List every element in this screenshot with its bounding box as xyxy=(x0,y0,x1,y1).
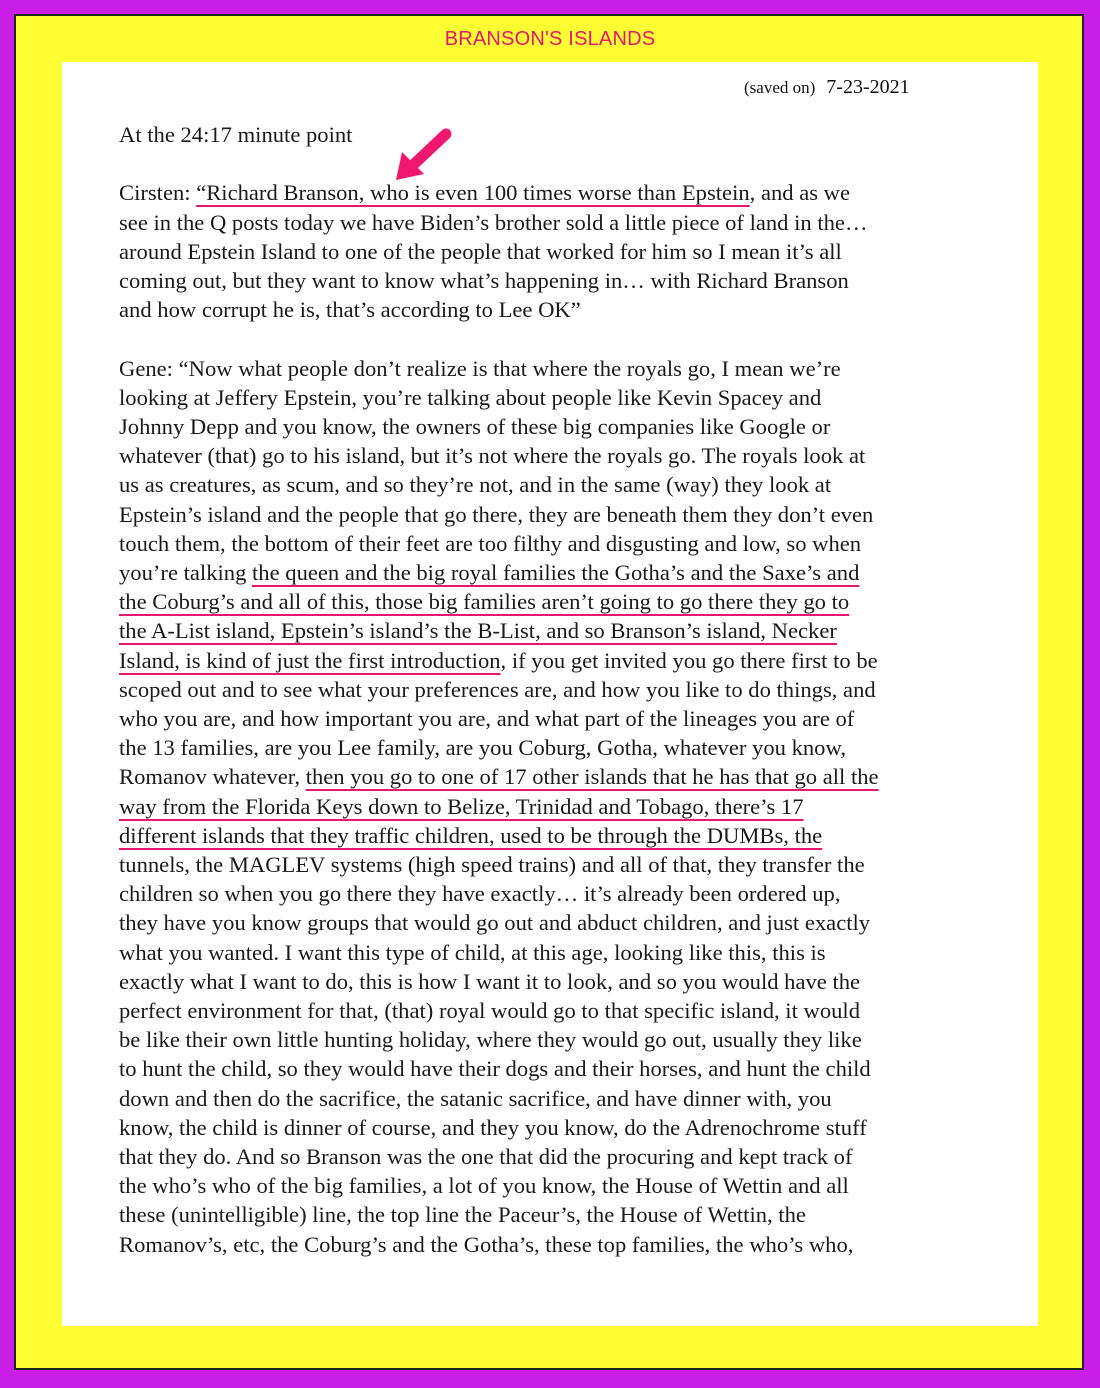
line-text: Cirsten: xyxy=(119,180,197,206)
text-line xyxy=(119,967,999,996)
line-text: these (unintelligible) line, the top line the Paceur’s, the House of Wettin, the xyxy=(119,1202,806,1228)
text-line xyxy=(119,1230,999,1259)
text-line xyxy=(119,1113,999,1142)
line-text: tunnels, the MAGLEV systems (high speed trains) and all of that, they transfer the xyxy=(119,852,865,878)
line-text: around Epstein Island to one of the people that worked for him so I mean it’s all xyxy=(119,238,842,264)
text-line xyxy=(119,616,999,645)
line-text: and how corrupt he is, that’s according to Lee OK” xyxy=(119,297,581,323)
text-line xyxy=(119,762,999,791)
text-line xyxy=(119,908,999,937)
underlined-text: the queen and the big royal families the Gotha’s and the Saxe’s and xyxy=(252,560,860,586)
line-text: children so when you go there they have exactly… it’s already been ordered up, xyxy=(119,881,841,907)
underlined-text: then you go to one of 17 other islands that he has that go all the xyxy=(305,764,879,790)
text-line xyxy=(119,1200,999,1229)
line-text: they have you know groups that would go out and abduct children, and just exactly xyxy=(119,910,871,936)
text-line xyxy=(119,821,999,850)
text-line xyxy=(119,470,999,499)
text-line xyxy=(119,500,999,529)
text-line xyxy=(119,1025,999,1054)
text-line xyxy=(119,383,999,412)
underlined-text: way from the Florida Keys down to Belize, Trinidad and Tobago, there’s 17 xyxy=(119,793,804,819)
line-text: , and as we xyxy=(749,180,851,206)
line-text: scoped out and to see what your preferences are, and how you like to do things, and xyxy=(119,676,876,702)
line-text: touch them, the bottom of their feet are too filthy and disgusting and low, so when xyxy=(119,530,862,556)
line-text: exactly what I want to do, this is how I want it to look, and so you would have the xyxy=(119,968,861,994)
text-line xyxy=(119,558,999,587)
text-line xyxy=(119,938,999,967)
text-line xyxy=(119,733,999,762)
text-line xyxy=(119,587,999,616)
line-text: who you are, and how important you are, and what part of the lineages you are of xyxy=(119,706,855,732)
saved-label: (saved on) xyxy=(744,78,816,97)
text-line xyxy=(119,1084,999,1113)
line-text: that they do. And so Branson was the one that did the procuring and kept track of xyxy=(119,1144,853,1170)
line-text: the 13 families, are you Lee family, are you Coburg, Gotha, whatever you know, xyxy=(119,735,846,761)
line-text: coming out, but they want to know what’s happening in… with Richard Branson xyxy=(119,268,849,293)
text-line xyxy=(119,792,999,821)
line-text: us as creatures, as scum, and so they’re not, and in the same (way) they look at xyxy=(119,472,832,498)
text-line xyxy=(119,675,999,704)
text-line xyxy=(119,1142,999,1171)
text-line xyxy=(119,208,999,237)
text-line xyxy=(119,646,999,675)
text-line xyxy=(119,441,999,470)
underlined-text: the A-List island, Epstein’s island’s the B-List, and so Branson’s island, Necker xyxy=(119,618,837,644)
text-line xyxy=(119,412,999,441)
line-text: Epstein’s island and the people that go there, they are beneath them they don’t even xyxy=(119,501,874,527)
line-text: perfect environment for that, (that) royal would go to that specific island, it would xyxy=(119,998,860,1024)
line-text: see in the Q posts today we have Biden’s brother sold a little piece of land in the… xyxy=(119,209,868,235)
text-line xyxy=(119,996,999,1025)
line-text: know, the child is dinner of course, and they you know, do the Adrenochrome stuff xyxy=(119,1114,867,1140)
line-text: what you wanted. I want this type of child, at this age, looking like this, this is xyxy=(119,939,826,965)
minute-point: At the 24:17 minute point xyxy=(119,122,353,147)
text-line xyxy=(119,237,999,266)
text-line xyxy=(119,704,999,733)
line-text: be like their own little hunting holiday, where they would go out, usually they like xyxy=(119,1027,862,1053)
text-line xyxy=(119,1171,999,1200)
text-line xyxy=(119,178,999,207)
underlined-text: the Coburg’s and all of this, those big families aren’t going to go there they go to xyxy=(119,589,850,615)
line-text: down and then do the sacrifice, the satanic sacrifice, and have dinner with, you xyxy=(119,1085,832,1111)
underlined-text: “Richard Branson, who is even 100 times worse than Epstein xyxy=(196,180,750,206)
document-page xyxy=(62,62,1038,1326)
line-text: whatever (that) go to his island, but it’s not where the royals go. The royals look at xyxy=(119,443,866,469)
line-text: you’re talking xyxy=(119,560,253,586)
gene-paragraph xyxy=(119,354,999,1259)
line-text: to hunt the child, so they would have their dogs and their horses, and hunt the child xyxy=(119,1056,871,1082)
saved-date: 7-23-2021 xyxy=(826,76,910,98)
text-line xyxy=(119,295,999,324)
underlined-text: different islands that they traffic children, used to be through the DUMBs, the xyxy=(119,822,823,848)
line-text: , if you get invited you go there first to be xyxy=(500,647,878,673)
text-line xyxy=(119,266,999,295)
cirsten-paragraph xyxy=(119,178,999,324)
line-text: Gene: “Now what people don’t realize is that where the royals go, I mean we’re xyxy=(119,355,841,381)
line-text: looking at Jeffery Epstein, you’re talking about people like Kevin Spacey and xyxy=(119,384,822,410)
underlined-text: Island, is kind of just the first introduction xyxy=(119,647,501,673)
text-line xyxy=(119,529,999,558)
text-line xyxy=(119,879,999,908)
line-text: Romanov whatever, xyxy=(119,764,306,790)
text-line xyxy=(119,850,999,879)
transcript xyxy=(119,120,999,1259)
text-line xyxy=(119,1054,999,1083)
banner-title: BRANSON'S ISLANDS xyxy=(444,28,656,50)
line-text: the who’s who of the big families, a lot of you know, the House of Wettin and all xyxy=(119,1173,849,1199)
line-text: Romanov’s, etc, the Coburg’s and the Gotha’s, these top families, the who’s who, xyxy=(119,1231,854,1257)
text-line xyxy=(119,354,999,383)
saved-date-note xyxy=(744,76,910,99)
line-text: Johnny Depp and you know, the owners of these big companies like Google or xyxy=(119,414,831,439)
